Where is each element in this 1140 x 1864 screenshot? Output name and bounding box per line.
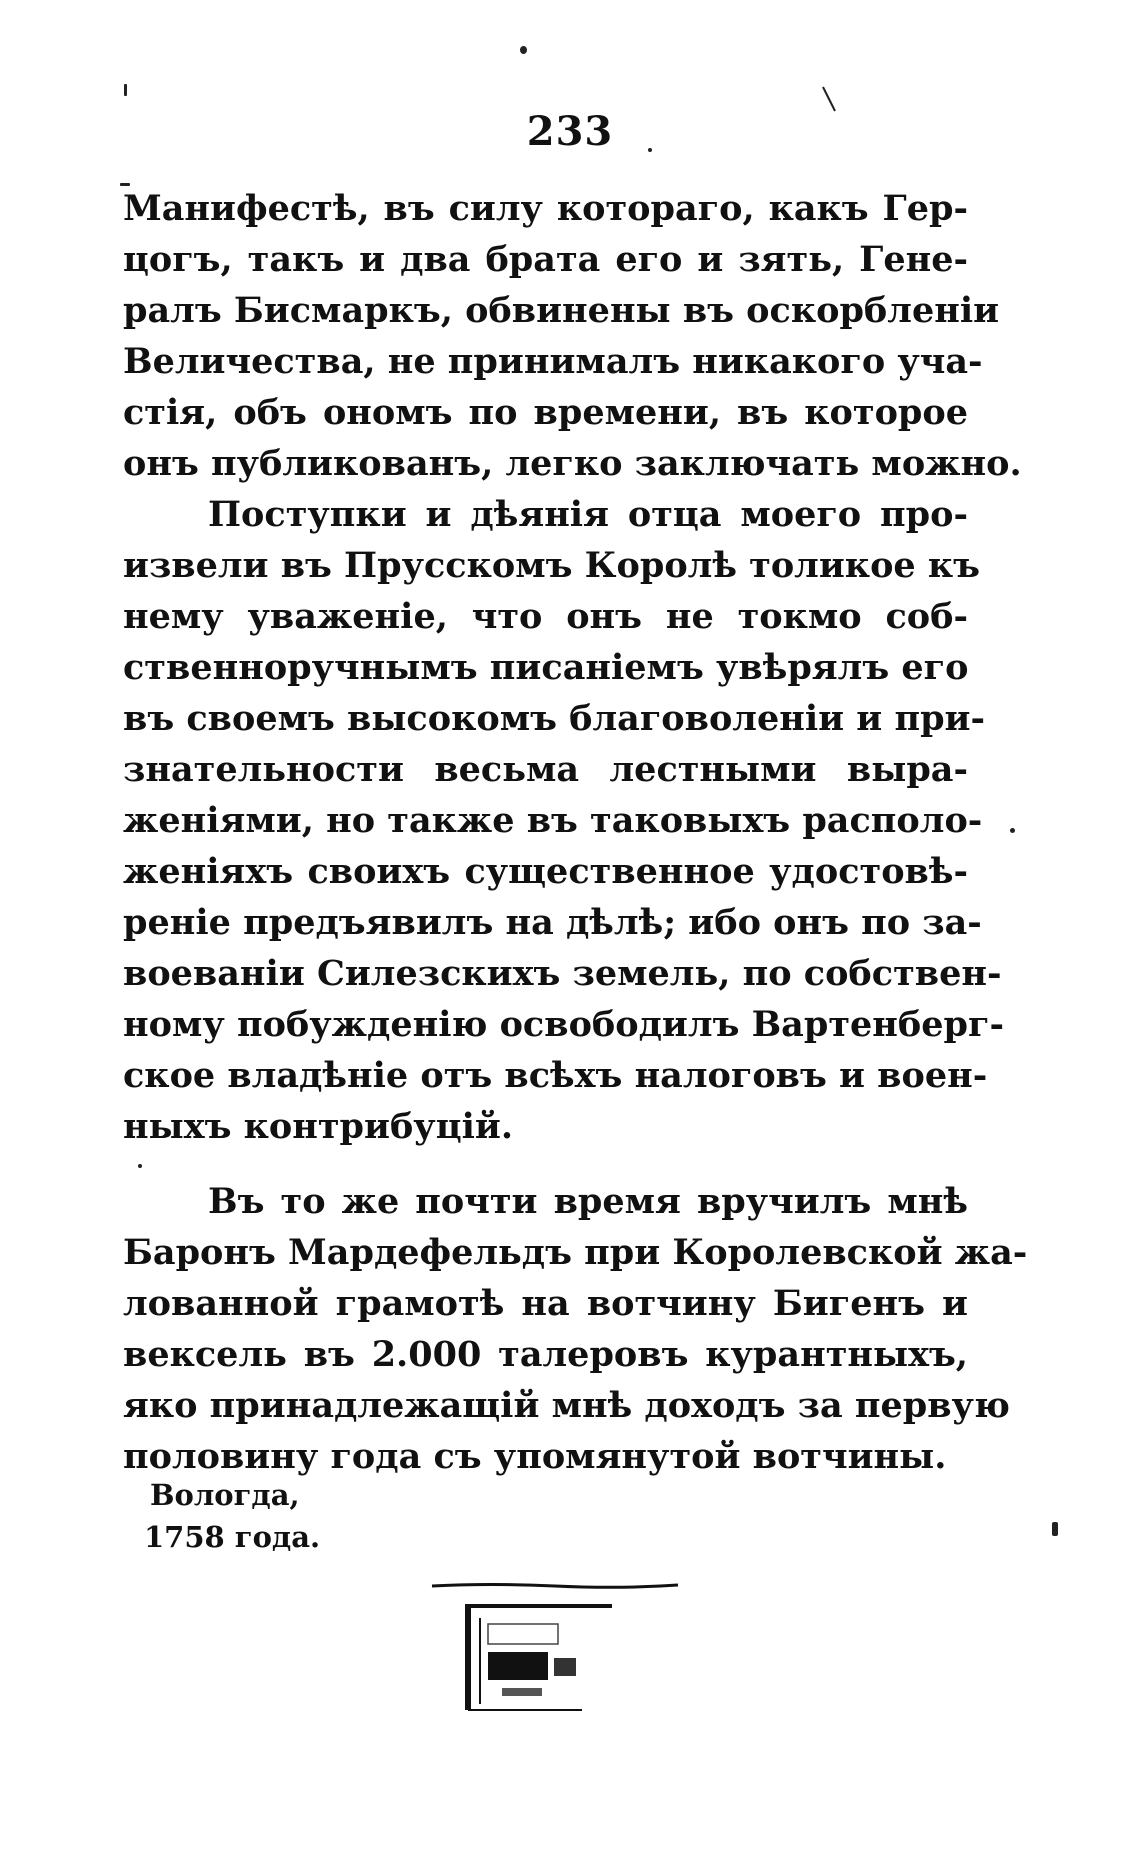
text-line: цогъ, такъ и два брата его и зять, Гене-: [123, 239, 968, 280]
paragraph-1: [123, 183, 1022, 489]
page-speck: [138, 1164, 142, 1168]
text-line: знательности весьма лестными выра-: [123, 749, 968, 790]
text-line: яко принадлежащій мнѣ доходъ за первую: [123, 1385, 1010, 1426]
text-line: извели въ Прусскомъ Королѣ толикое къ: [123, 545, 981, 586]
text-line: Поступки и дѣянія отца моего про-: [208, 494, 968, 535]
text-line: ралъ Бисмаркъ, обвинены въ оскорбленіи: [123, 290, 1000, 331]
page-number: 233: [526, 108, 614, 155]
page-speck: [648, 148, 652, 152]
text-line: стія, объ ономъ по времени, въ которое: [123, 392, 968, 433]
page-speck: [120, 183, 130, 186]
text-line: половину года съ упомянутой вотчины.: [123, 1436, 947, 1477]
text-line: нему уваженіе, что онъ не токмо соб-: [123, 596, 968, 637]
text-line: женіяхъ своихъ существенное удостовѣ-: [123, 851, 968, 892]
paragraph-3: [123, 1176, 1028, 1482]
page-speck: [520, 46, 527, 54]
body-text: [123, 183, 1028, 1482]
text-line: Манифестѣ, въ силу котораго, какъ Гер-: [123, 188, 968, 229]
text-line: ному побужденію освободилъ Вартенберг-: [123, 1004, 1004, 1045]
text-line: вексель въ 2.000 талеровъ курантныхъ,: [123, 1334, 968, 1375]
page-speck: [1052, 1522, 1058, 1536]
signoff: [144, 1474, 321, 1558]
text-line: Баронъ Мардефельдъ при Королевской жа-: [123, 1232, 1028, 1273]
signoff-place: Вологда,: [150, 1478, 300, 1512]
text-line: реніе предъявилъ на дѣлѣ; ибо онъ по за-: [123, 902, 982, 943]
text-line: женіями, но также въ таковыхъ располо-: [123, 800, 983, 841]
page-speck: [822, 86, 836, 112]
text-line: онъ публикованъ, легко заключать можно.: [123, 443, 1022, 484]
page-speck: [1010, 828, 1015, 833]
text-line: ственноручнымъ писаніемъ увѣрялъ его: [123, 647, 969, 688]
text-line: лованной грамотѣ на вотчину Бигенъ и: [123, 1283, 968, 1324]
page-speck: [124, 84, 127, 96]
text-line: воеваніи Силезскихъ земель, по собствен-: [123, 953, 1002, 994]
text-line: ныхъ контрибуцій.: [123, 1106, 514, 1147]
decorative-rule: [430, 1582, 680, 1590]
signoff-date: 1758 года.: [144, 1520, 321, 1554]
text-line: ское владѣніе отъ всѣхъ налоговъ и воен-: [123, 1055, 988, 1096]
library-stamp: [462, 1600, 662, 1715]
text-line: Въ то же почти время вручилъ мнѣ: [208, 1181, 968, 1222]
text-line: въ своемъ высокомъ благоволеніи и при-: [123, 698, 986, 739]
text-line: Величества, не принималъ никакого уча-: [123, 341, 983, 382]
paragraph-2: [123, 489, 1004, 1152]
